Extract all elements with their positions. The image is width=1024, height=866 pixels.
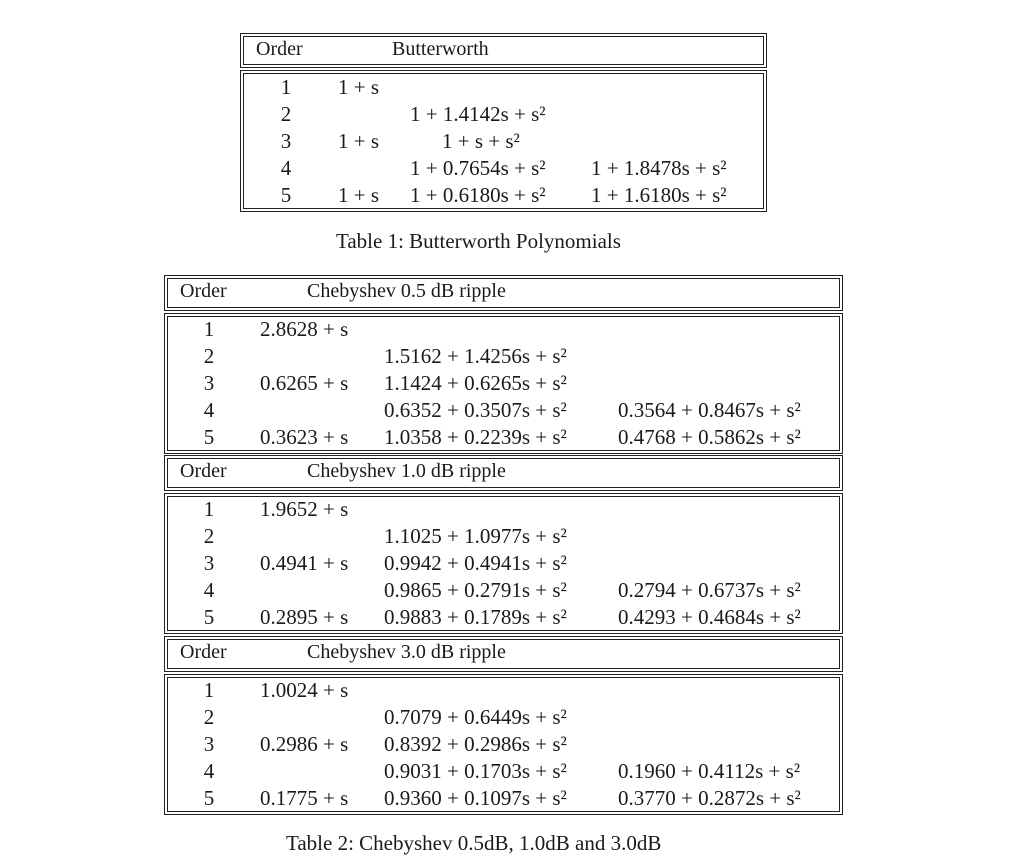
poly-col2: 0.9883 + 0.1789s + s² [384,605,567,629]
poly-col2: 1.1025 + 1.0977s + s² [384,524,567,548]
order-number: 2 [280,102,292,126]
poly-col1: 1 + s [338,183,380,207]
order-number: 2 [203,524,215,548]
order-number: 4 [203,398,215,422]
poly-col1: 0.6265 + s [260,371,349,395]
chebyshev-05-body-box [164,313,843,454]
order-column-header: Order [180,460,227,482]
poly-col1: 0.3623 + s [260,425,349,449]
chebyshev-10-title: Chebyshev 1.0 dB ripple [307,460,506,482]
poly-col2: 0.7079 + 0.6449s + s² [384,705,567,729]
chebyshev-30-body-box [164,674,843,815]
chebyshev-05-header-box [164,275,843,311]
poly-col3: 1 + 1.6180s + s² [591,183,727,207]
poly-col3: 0.4293 + 0.4684s + s² [618,605,801,629]
chebyshev-10-body-box [164,493,843,634]
poly-col3: 0.3770 + 0.2872s + s² [618,786,801,810]
poly-col3: 1 + 1.8478s + s² [591,156,727,180]
order-column-header: Order [256,38,303,60]
poly-col1: 0.2895 + s [260,605,349,629]
poly-col1: 2.8628 + s [260,317,349,341]
poly-col1: 0.2986 + s [260,732,349,756]
poly-col1: 0.4941 + s [260,551,349,575]
poly-col2: 0.9031 + 0.1703s + s² [384,759,567,783]
order-number: 2 [203,344,215,368]
poly-col2: 0.9865 + 0.2791s + s² [384,578,567,602]
order-number: 3 [203,371,215,395]
poly-col2: 0.9942 + 0.4941s + s² [384,551,567,575]
butterworth-body-box [240,70,767,212]
poly-col2: 0.8392 + 0.2986s + s² [384,732,567,756]
poly-col2: 1 + 0.6180s + s² [410,183,546,207]
poly-col2: 1.5162 + 1.4256s + s² [384,344,567,368]
order-number: 1 [280,75,292,99]
butterworth-header-box [240,33,767,68]
poly-col1: 1.9652 + s [260,497,349,521]
poly-col3: 0.1960 + 0.4112s + s² [618,759,801,783]
poly-col2: 0.6352 + 0.3507s + s² [384,398,567,422]
order-number: 1 [203,497,215,521]
order-number: 1 [203,317,215,341]
order-number: 3 [203,551,215,575]
poly-col2: 1.0358 + 0.2239s + s² [384,425,567,449]
order-number: 5 [203,786,215,810]
poly-col2: 0.9360 + 0.1097s + s² [384,786,567,810]
order-number: 4 [203,578,215,602]
poly-col2: 1 + 0.7654s + s² [410,156,546,180]
order-number: 5 [203,605,215,629]
order-number: 3 [203,732,215,756]
chebyshev-30-title: Chebyshev 3.0 dB ripple [307,641,506,663]
butterworth-title: Butterworth [392,38,489,60]
poly-col2: 1 + 1.4142s + s² [410,102,546,126]
poly-col1: 0.1775 + s [260,786,349,810]
order-number: 4 [203,759,215,783]
poly-col1: 1.0024 + s [260,678,349,702]
order-number: 5 [203,425,215,449]
poly-col3: 0.2794 + 0.6737s + s² [618,578,801,602]
poly-col2: 1.1424 + 0.6265s + s² [384,371,567,395]
order-number: 2 [203,705,215,729]
poly-col1: 1 + s [338,75,380,99]
chebyshev-05-title: Chebyshev 0.5 dB ripple [307,280,506,302]
poly-col3: 0.3564 + 0.8467s + s² [618,398,801,422]
chebyshev-10-header-box [164,455,843,491]
order-number: 5 [280,183,292,207]
poly-col3: 0.4768 + 0.5862s + s² [618,425,801,449]
table1-caption: Table 1: Butterworth Polynomials [336,229,621,253]
order-column-header: Order [180,280,227,302]
poly-col1: 1 + s [338,129,380,153]
order-number: 3 [280,129,292,153]
order-number: 4 [280,156,292,180]
order-column-header: Order [180,641,227,663]
table2-caption: Table 2: Chebyshev 0.5dB, 1.0dB and 3.0dB [286,831,662,855]
poly-col2: 1 + s + s² [442,129,520,153]
chebyshev-30-header-box [164,636,843,672]
order-number: 1 [203,678,215,702]
